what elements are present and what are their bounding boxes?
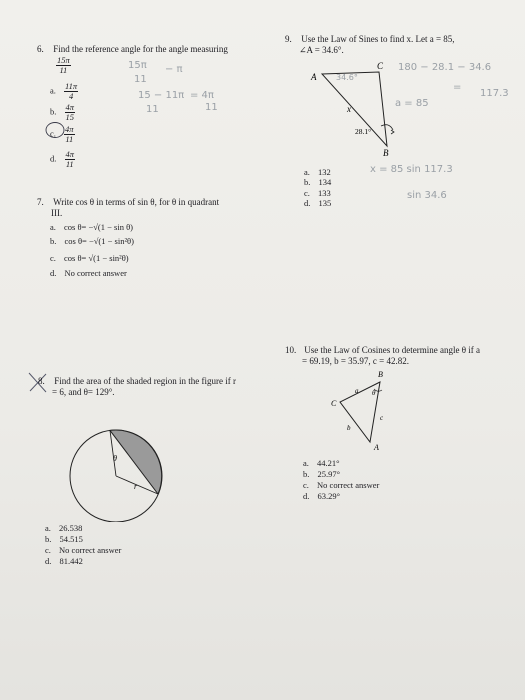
- question-7-text: Write cos θ in terms of sin θ, for θ in quadrant: [53, 197, 220, 207]
- q6-work-den: 11: [134, 74, 147, 85]
- q9-work-angle-figure: 34.6°: [336, 73, 358, 82]
- q6-work-diff: 15 − 11π: [138, 90, 185, 101]
- q9-work-sine-num: x = 85 sin 117.3: [370, 164, 453, 175]
- question-7-text-2: III.: [51, 208, 63, 218]
- q10-vertex-b: B: [378, 370, 383, 379]
- question-6-number: 6.: [37, 44, 44, 54]
- question-9-choice-b: b. 134: [304, 177, 332, 187]
- question-7-number: 7.: [37, 197, 44, 207]
- question-8-text: Find the area of the shaded region in the figure if r: [54, 376, 236, 386]
- q9-work-side-a: a = 85: [395, 98, 429, 109]
- question-9-text-2: ∠A = 34.6°.: [299, 45, 344, 55]
- q9-work-result: 117.3: [480, 88, 509, 99]
- question-7-prompt: [37, 197, 219, 219]
- question-10-text-2: = 69.19, b = 35.97, c = 42.82.: [302, 356, 409, 366]
- q6-work-den-3: 11: [205, 102, 218, 113]
- q9-vertex-a: A: [311, 72, 317, 82]
- question-7-choice-c: c. cos θ= √(1 − sin²θ): [50, 253, 129, 263]
- question-7-choice-b: b. cos θ= −√(1 − sin²θ): [50, 236, 134, 246]
- question-9-prompt: [285, 34, 455, 56]
- question-6-text: Find the reference angle for the angle measuring: [53, 44, 228, 54]
- question-6-choice-d: d. $\frac{4\pi}{11}$: [50, 149, 75, 169]
- q6-work-minus-pi: − π: [165, 64, 183, 75]
- question-8-number: 8.: [38, 376, 45, 386]
- question-10-choice-a: a. 44.21°: [303, 458, 340, 468]
- question-10-number: 10.: [285, 345, 297, 355]
- question-8-choice-a: a. 26.538: [45, 523, 83, 533]
- question-9-choice-c: c. 133: [304, 188, 331, 198]
- question-10-choice-c: c. No correct answer: [303, 480, 380, 490]
- q9-work-eq: =: [453, 82, 462, 93]
- q8-radius-label: r: [134, 482, 138, 491]
- q6-work-den-2: 11: [146, 104, 159, 115]
- question-9-choice-d: d. 135: [304, 198, 332, 208]
- q10-side-a: a: [355, 387, 359, 395]
- q9-vertex-b: B: [383, 148, 389, 158]
- q8-theta-label: θ: [113, 454, 117, 463]
- question-9-text: Use the Law of Sines to find x. Let a = 85,: [301, 34, 455, 44]
- question-8-choice-b: b. 54.515: [45, 534, 83, 544]
- question-6-choice-a: a. $\frac{11\pi}{4}$: [50, 81, 78, 101]
- question-9-choice-a: a. 132: [304, 167, 331, 177]
- q9-angle-label: 28.1°: [355, 127, 372, 136]
- q8-circle-figure: [40, 412, 190, 522]
- question-6-prompt: [37, 44, 228, 55]
- question-8-prompt: [38, 376, 236, 398]
- question-6-choice-b: b. $\frac{4\pi}{15}$: [50, 102, 75, 122]
- question-7-choice-a: a. cos θ= −√(1 − sin θ): [50, 222, 134, 232]
- question-8-choice-d: d. 81.442: [45, 556, 83, 566]
- q6-work-result: = 4π: [190, 90, 214, 101]
- q10-triangle-figure: [318, 368, 398, 456]
- question-10-choice-b: b. 25.97°: [303, 469, 341, 479]
- q10-side-b: b: [347, 424, 351, 432]
- q10-theta-label: θ: [372, 389, 376, 397]
- question-8-choice-c: c. No correct answer: [45, 545, 122, 555]
- q9-triangle-figure: [305, 60, 415, 160]
- question-7-choice-d: d. No correct answer: [50, 268, 127, 278]
- question-10-prompt: [285, 345, 480, 367]
- q9-vertex-c: C: [377, 61, 384, 71]
- question-6-angle: $\frac{15\pi}{11}$: [57, 55, 70, 75]
- q9-work-sine-den: sin 34.6: [407, 190, 447, 201]
- question-6-choice-c: c. $\frac{4\pi}{11}$: [50, 124, 74, 144]
- q10-vertex-c: C: [331, 399, 337, 408]
- answer-circle-icon: [44, 120, 66, 140]
- q9-work-angle-sum: 180 − 28.1 − 34.6: [398, 62, 492, 73]
- q6-work-num: 15π: [128, 60, 147, 71]
- question-9-number: 9.: [285, 34, 292, 44]
- q10-vertex-a: A: [374, 443, 379, 452]
- question-8-text-2: = 6, and θ= 129°.: [52, 387, 115, 397]
- q9-side-x: x: [347, 104, 351, 114]
- q10-side-c: c: [380, 414, 384, 422]
- question-10-choice-d: d. 63.29°: [303, 491, 341, 501]
- question-10-text: Use the Law of Cosines to determine angle θ if a: [304, 345, 481, 355]
